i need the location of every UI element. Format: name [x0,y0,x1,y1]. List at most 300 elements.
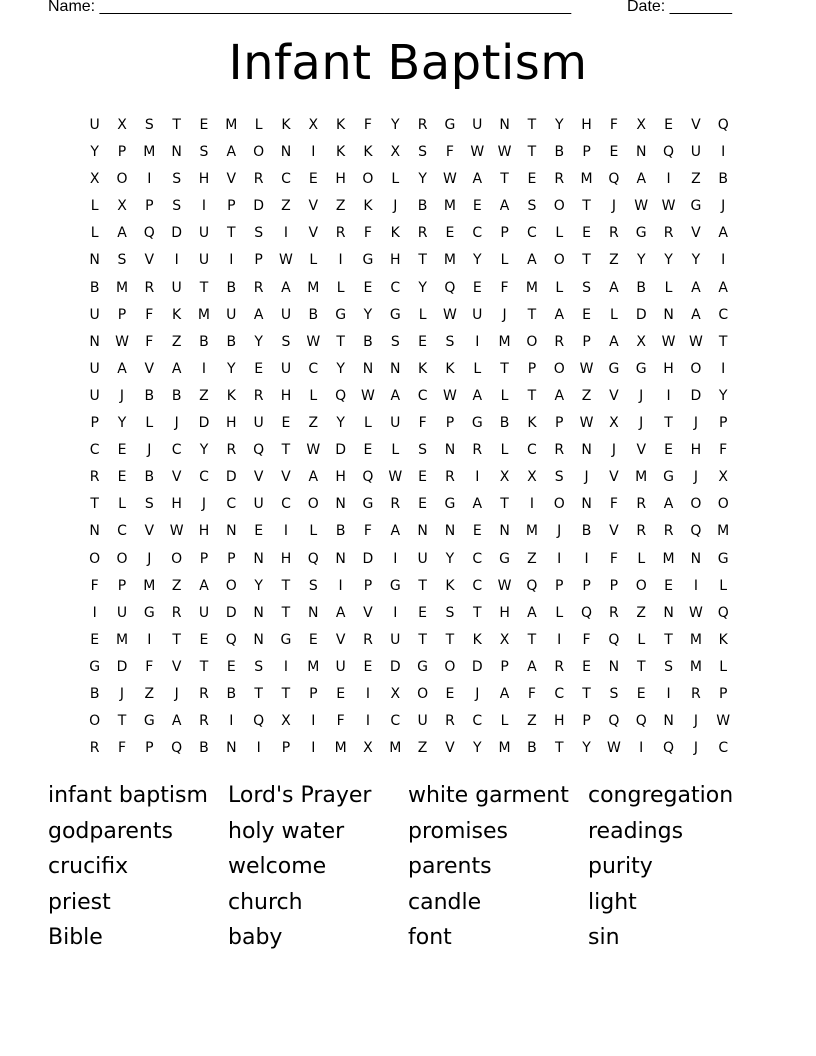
grid-letter: N [581,496,592,513]
grid-letter: Q [335,387,347,404]
grid-letter: I [393,604,398,621]
grid-letter: W [661,198,676,215]
grid-letter: T [472,604,482,621]
grid-letter: H [335,171,346,188]
grid-letter: Y [336,360,345,377]
grid-letter: A [390,387,401,404]
grid-letter: O [116,171,128,188]
grid-letter: Q [690,523,702,540]
grid-letter: E [336,685,346,702]
grid-letter: I [693,577,698,594]
grid-letter: Y [582,740,591,757]
grid-letter: B [144,469,155,486]
grid-letter: Q [171,740,183,757]
grid-letter: T [254,685,263,702]
grid-letter: N [690,550,702,567]
grid-letter: T [500,171,509,188]
grid-letter: H [198,523,210,540]
grid-letter: S [144,117,154,133]
grid-letter: J [174,685,179,702]
grid-letter: J [639,387,644,404]
grid-letter: O [690,360,702,377]
grid-letter: P [309,685,318,702]
grid-letter: E [418,496,428,513]
grid-letter: U [417,550,428,567]
grid-letter: B [499,415,510,432]
grid-letter: Z [308,415,319,432]
grid-letter: S [527,198,537,215]
grid-letter: O [89,713,101,730]
grid-letter: J [119,685,125,702]
grid-letter: C [390,279,401,296]
grid-letter: T [90,496,99,513]
grid-letter: S [418,442,428,459]
grid-letter: U [690,144,701,161]
grid-letter: B [636,279,647,296]
grid-letter: G [362,252,374,269]
grid-letter: C [199,469,209,486]
word-bank-item: godparents [48,818,173,844]
grid-letter: N [663,604,674,621]
grid-letter: Z [144,685,155,702]
grid-letter: O [553,252,565,269]
grid-letter: L [637,631,646,648]
grid-letter: P [281,740,291,757]
grid-letter: M [307,658,320,675]
grid-letter: T [281,604,291,621]
grid-letter: P [582,333,591,350]
grid-row [81,193,737,220]
grid-letter: Q [444,279,456,296]
grid-letter: U [198,225,210,242]
grid-letter: O [526,333,538,350]
grid-letter: T [199,279,209,296]
grid-letter: O [116,550,128,567]
grid-letter: W [306,333,321,350]
grid-letter: Y [336,415,345,432]
grid-letter: S [390,333,400,350]
grid-letter: O [253,144,265,161]
grid-letter: T [527,306,537,323]
grid-letter: G [444,496,456,513]
grid-letter: Y [227,360,236,377]
grid-letter: E [582,225,591,242]
grid-letter: E [363,658,373,675]
grid-letter: J [693,415,698,432]
word-bank-item: readings [588,818,684,844]
grid-letter: C [472,713,483,730]
grid-letter: B [226,685,237,702]
grid-row [81,112,737,139]
grid-letter: L [391,171,400,188]
grid-letter: T [199,658,209,675]
grid-letter: P [145,198,154,215]
grid-letter: N [335,496,346,513]
grid-letter: U [280,360,292,377]
grid-letter: G [635,225,647,242]
grid-letter: S [445,604,455,621]
grid-letter: I [311,144,316,161]
grid-letter: D [635,306,647,323]
word-bank-item: white garment [408,783,569,808]
grid-letter: P [500,225,509,242]
grid-letter: Y [445,550,455,567]
grid-letter: H [553,713,565,730]
grid-letter: Z [527,550,537,567]
grid-letter: T [418,631,427,648]
grid-letter: F [336,713,345,730]
grid-letter: P [363,577,373,594]
grid-letter: I [283,658,289,675]
grid-letter: U [116,604,128,621]
grid-letter: A [527,658,537,675]
grid-letter: P [199,550,209,567]
grid-letter: Y [254,333,263,350]
grid-letter: C [117,523,127,540]
grid-letter: K [363,144,373,161]
grid-letter: O [635,577,647,594]
grid-letter: X [499,631,510,648]
grid-letter: P [718,685,728,702]
grid-letter: C [171,442,182,459]
grid-letter: Z [527,713,537,730]
grid-letter: G [362,496,374,513]
grid-letter: Z [281,198,291,215]
grid-letter: E [363,279,373,296]
grid-letter: W [279,252,293,269]
grid-letter: I [365,713,371,730]
grid-letter: P [117,577,127,594]
grid-letter: A [226,144,237,161]
grid-letter: L [309,252,318,269]
grid-letter: T [418,577,427,594]
grid-letter: R [390,496,401,513]
grid-letter: P [227,550,236,567]
grid-letter: K [172,306,182,323]
grid-letter: R [663,523,674,540]
grid-letter: I [256,740,261,757]
grid-letter: L [637,550,646,567]
grid-letter: N [89,523,100,540]
grid-letter: W [388,469,403,486]
grid-letter: I [147,631,152,648]
grid-letter: L [336,279,345,296]
grid-letter: I [229,713,234,730]
grid-letter: P [555,415,564,432]
grid-letter: B [581,523,592,540]
grid-letter: Q [717,604,729,621]
grid-letter: Q [253,713,265,730]
grid-letter: C [554,685,565,702]
grid-letter: E [609,144,619,161]
grid-letter: I [584,550,589,567]
grid-letter: H [663,360,674,377]
grid-letter: B [308,306,319,323]
grid-letter: B [226,333,237,350]
grid-letter: X [390,144,401,161]
grid-letter: F [719,442,728,459]
grid-letter: Q [663,144,675,161]
grid-letter: F [145,306,154,323]
word-bank-item: promises [408,818,508,844]
grid-letter: A [171,713,182,730]
grid-letter: L [500,387,509,404]
grid-letter: O [717,496,729,513]
grid-letter: E [582,306,591,323]
grid-letter: K [281,117,291,133]
grid-letter: E [308,171,318,188]
grid-letter: Z [335,198,346,215]
grid-letter: R [445,713,455,730]
grid-letter: A [335,604,346,621]
grid-letter: G [89,658,101,675]
grid-letter: Y [718,387,728,404]
word-bank-item: baby [228,925,283,950]
grid-letter: H [280,387,292,404]
grid-letter: Q [307,550,319,567]
grid-letter: U [253,415,264,432]
grid-letter: B [199,333,209,350]
grid-letter: K [472,631,482,648]
grid-row [81,437,737,464]
grid-letter: U [472,306,483,323]
grid-letter: V [308,198,319,215]
word-bank-item: purity [588,854,653,879]
grid-letter: J [502,306,507,323]
grid-letter: M [143,144,156,161]
word-bank-item: crucifix [48,854,129,879]
grid-letter: N [253,631,264,648]
grid-letter: T [527,631,537,648]
grid-row [81,383,737,410]
grid-letter: N [335,550,346,567]
grid-letter: A [472,171,483,188]
grid-letter: J [475,685,480,702]
grid-letter: E [664,577,673,594]
grid-letter: C [226,496,237,513]
grid-letter: E [418,469,428,486]
grid-letter: F [145,658,154,675]
grid-letter: T [527,144,537,161]
grid-letter: B [554,144,565,161]
grid-letter: C [390,713,401,730]
grid-letter: C [472,577,483,594]
grid-letter: T [500,496,509,513]
grid-letter: R [226,442,237,459]
grid-letter: P [117,306,127,323]
grid-letter: N [280,144,292,161]
grid-letter: H [390,252,401,269]
grid-letter: L [500,713,509,730]
grid-letter: Q [717,117,729,133]
grid-letter: R [609,604,619,621]
grid-letter: I [338,577,343,594]
grid-letter: S [664,658,673,675]
grid-letter: A [390,523,401,540]
grid-letter: W [115,333,129,350]
grid-letter: U [89,360,100,377]
grid-letter: W [688,604,703,621]
grid-letter: Q [663,740,675,757]
grid-letter: L [500,442,509,459]
grid-letter: M [443,198,456,215]
grid-letter: N [417,523,428,540]
grid-letter: P [582,577,591,594]
grid-letter: A [527,604,537,621]
grid-letter: P [145,740,154,757]
grid-letter: F [363,117,372,133]
grid-letter: D [225,604,237,621]
grid-letter: N [635,144,647,161]
grid-letter: P [582,713,591,730]
grid-letter: V [308,225,319,242]
grid-letter: E [445,225,455,242]
grid-letter: O [171,550,183,567]
grid-letter: Z [691,171,701,188]
grid-letter: L [664,279,673,296]
grid-letter: F [363,523,372,540]
grid-letter: W [361,387,375,404]
grid-letter: G [444,117,456,133]
grid-letter: S [172,198,182,215]
grid-letter: M [525,279,538,296]
grid-letter: A [554,306,565,323]
grid-letter: O [690,496,702,513]
grid-letter: E [445,685,455,702]
grid-letter: P [254,252,263,269]
grid-letter: K [226,387,236,404]
grid-letter: R [171,604,182,621]
grid-letter: E [472,198,482,215]
grid-letter: E [308,631,318,648]
grid-letter: R [89,740,100,757]
grid-letter: T [227,225,236,242]
grid-letter: S [172,171,182,188]
grid-letter: P [527,360,537,377]
grid-letter: S [281,333,291,350]
grid-letter: U [335,658,346,675]
grid-letter: N [444,523,456,540]
grid-letter: Y [363,306,373,323]
grid-letter: A [691,306,701,323]
grid-row [81,166,737,193]
grid-letter: A [117,360,127,377]
grid-letter: X [390,685,401,702]
grid-letter: L [145,415,154,432]
grid-letter: S [418,144,428,161]
grid-letter: Y [636,252,646,269]
grid-row [81,600,737,627]
grid-letter: C [472,225,483,242]
grid-letter: U [198,252,210,269]
grid-letter: H [280,550,292,567]
grid-letter: K [527,415,537,432]
grid-letter: C [281,496,291,513]
grid-letter: E [664,117,673,133]
grid-letter: G [499,550,511,567]
grid-letter: T [636,658,646,675]
grid-letter: V [363,604,373,621]
grid-letter: L [90,225,99,242]
grid-letter: T [500,360,509,377]
grid-letter: I [201,360,207,377]
grid-letter: A [472,387,483,404]
grid-letter: M [197,306,211,323]
grid-letter: G [717,550,729,567]
grid-letter: M [225,117,238,133]
grid-letter: G [143,604,155,621]
grid-letter: G [335,306,347,323]
grid-letter: R [554,442,565,459]
grid-letter: N [308,604,319,621]
grid-letter: W [634,198,649,215]
grid-letter: I [92,604,97,621]
grid-letter: J [721,198,726,215]
grid-letter: Z [581,387,592,404]
grid-letter: G [663,469,674,486]
grid-letter: Z [171,577,182,594]
grid-letter: Y [254,577,263,594]
grid-row [81,410,737,437]
grid-letter: O [444,658,456,675]
grid-letter: N [253,604,264,621]
grid-letter: E [90,631,100,648]
grid-letter: J [557,523,562,540]
grid-letter: G [690,198,702,215]
grid-letter: K [718,631,728,648]
grid-letter: O [89,550,101,567]
grid-letter: M [689,658,702,675]
grid-letter: Z [636,604,647,621]
grid-letter: C [308,360,319,377]
grid-letter: L [719,658,728,675]
grid-letter: M [115,279,129,296]
grid-letter: R [663,225,674,242]
grid-letter: Q [608,171,620,188]
grid-letter: F [90,577,99,594]
grid-letter: R [691,685,701,702]
grid-letter: M [689,631,702,648]
grid-letter: R [199,685,209,702]
grid-letter: A [472,496,483,513]
grid-letter: I [666,171,671,188]
grid-letter: H [690,442,702,459]
word-bank-item: sin [588,925,620,950]
grid-letter: X [363,740,373,757]
grid-letter: R [89,469,100,486]
grid-letter: H [499,604,510,621]
grid-letter: V [691,225,701,242]
grid-letter: I [666,387,671,404]
grid-letter: T [527,387,537,404]
grid-letter: Z [417,740,428,757]
grid-letter: K [336,117,346,133]
grid-letter: E [527,171,537,188]
letter-grid [81,112,737,762]
grid-letter: M [635,469,648,486]
grid-letter: B [363,333,373,350]
grid-letter: G [608,360,620,377]
word-bank [48,780,788,958]
grid-letter: E [199,631,209,648]
grid-letter: U [472,117,483,133]
grid-letter: E [472,523,482,540]
grid-letter: J [174,415,179,432]
grid-letter: P [90,415,99,432]
grid-letter: M [498,740,511,757]
word-bank-item: infant baptism [48,783,208,808]
grid-letter: A [718,225,728,242]
